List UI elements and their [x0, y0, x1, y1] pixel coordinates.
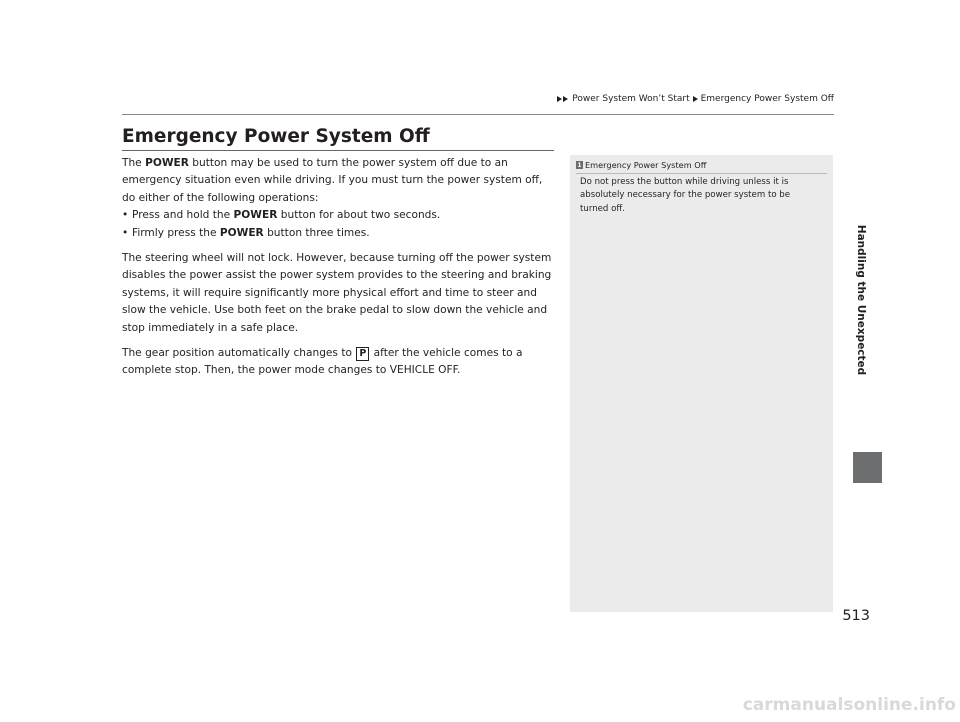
breadcrumb-separator-icon	[693, 96, 698, 102]
gear-text-start: The gear position automatically changes to	[122, 347, 356, 360]
power-keyword: POWER	[145, 157, 189, 169]
intro-text-start: The	[122, 157, 146, 169]
bullet-icon: •	[122, 226, 129, 239]
intro-text-end: button may be used to turn the power system off due to an emergency situation even while driving. If you must turn the power system off, do either of the following operations:	[122, 157, 543, 204]
breadcrumb-current: Emergency Power System Off	[700, 94, 834, 104]
bullet-text: Firmly press the POWER button three times.	[132, 226, 370, 239]
page-number: 513	[842, 608, 870, 624]
sidebar-note	[570, 155, 833, 612]
sidebar-heading	[576, 160, 706, 170]
main-content	[122, 155, 554, 380]
section-label-text: Handling the Unexpected	[855, 224, 867, 376]
power-keyword: POWER	[219, 226, 264, 239]
gear-p-icon: P	[356, 347, 369, 361]
note-icon: 1	[577, 161, 582, 169]
watermark: carmanualsonline.info	[742, 695, 956, 715]
intro-paragraph	[122, 155, 554, 207]
sidebar-divider	[576, 173, 827, 174]
breadcrumb-arrow-icon	[557, 96, 569, 102]
sidebar-heading-text[interactable]: Emergency Power System Off	[585, 160, 707, 170]
bullet-icon: •	[122, 209, 129, 222]
bullet-text: Press and hold the POWER button for about two seconds.	[132, 209, 441, 222]
gear-paragraph	[122, 345, 554, 380]
title-divider	[122, 150, 554, 151]
breadcrumb	[557, 94, 834, 104]
section-tab-marker	[853, 452, 882, 483]
bullet-item	[122, 225, 554, 242]
sidebar-body: Do not press the button while driving unless it is absolutely necessary for the power system to be turned off.	[580, 177, 791, 214]
steering-paragraph: The steering wheel will not lock. However, because turning off the power system disables the power assist the power system provides to the steering and braking systems, it will require significantly more physical effort and time to steer and slow the vehicle. Use both feet on the brake pedal to slow down the vehicle and stop immediately in a safe place.	[122, 252, 552, 334]
breadcrumb-parent[interactable]: Power System Won’t Start	[572, 94, 690, 104]
page-title: Emergency Power System Off	[122, 126, 430, 147]
header-divider	[122, 114, 834, 115]
bullet-item	[122, 207, 554, 224]
power-keyword: POWER	[233, 209, 278, 222]
gear-text-end: after the vehicle comes to a complete stop. Then, the power mode changes to VEHICLE OFF.	[122, 347, 523, 377]
